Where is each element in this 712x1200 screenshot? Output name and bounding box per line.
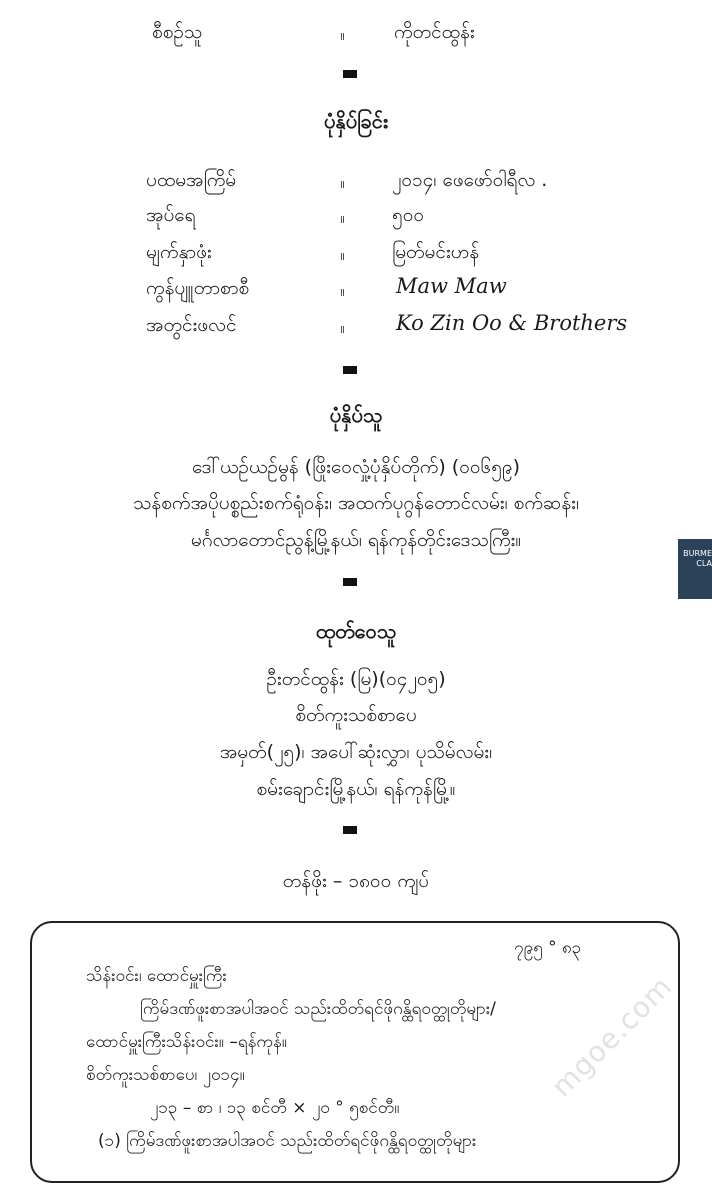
catalog-line: စိတ်ကူးသစ်စာပေ၊ ၂၀၁၄။ — [86, 1065, 245, 1085]
printing-row-label: အတွင်းဖလင် — [146, 314, 237, 336]
publisher-heading: ထုတ်ဝေသူ — [315, 619, 397, 643]
printing-row-label: ပထမအကြိမ် — [146, 169, 237, 191]
editor-label: စီစဉ်သူ — [152, 21, 203, 43]
publisher-line: စမ်းချောင်းမြို့နယ်၊ ရန်ကုန်မြို့။ — [256, 778, 456, 800]
publisher-line: အမှတ်(၂၅)၊ အပေါ်ဆုံးလွှာ၊ ပုသိမ်လမ်း၊ — [219, 741, 493, 763]
printing-row-value: Ko Zin Oo & Brothers — [396, 311, 628, 335]
printer-heading: ပုံနှိပ်သူ — [329, 403, 383, 427]
catalog-line: ၂၁၃ – စာ ၊ ၁၃ စင်တီ × ၂၀ ° ၅စင်တီ။ — [150, 1098, 400, 1118]
printing-row-separator: ။ — [340, 209, 345, 227]
price-text: တန်ဖိုး – ၁၈၀၀ ကျပ် — [282, 870, 430, 892]
printing-row-label: အုပ်ရေ — [146, 204, 196, 226]
watermark-text: mgoe.com — [545, 969, 679, 1104]
printer-line: မင်္ဂလာတောင်ညွန့်မြို့နယ်၊ ရန်ကုန်တိုင်းဒေသကြီး။ — [190, 529, 522, 551]
printing-row-value: မြတ်မင်းဟန် — [392, 241, 480, 263]
divider-mark — [343, 826, 357, 834]
printing-row-separator: ။ — [340, 174, 345, 192]
printing-row-separator: ။ — [340, 282, 345, 300]
editor-separator: ။ — [340, 26, 345, 44]
catalog-line: သိန်းဝင်း၊ ထောင်မှူးကြီး — [86, 966, 227, 986]
printing-row-label: ကွန်ပျူတာစာစီ — [146, 277, 250, 299]
divider-mark — [343, 70, 357, 78]
side-tab-line: CLA — [696, 559, 712, 568]
catalog-line: (၁) ကြိမ်ဒဏ်ဖူးစာအပါအဝင် သည်းထိတ်ရင်ဖိုဂန္ထိရဝတ္ထုတိုများ — [98, 1131, 477, 1151]
catalog-code: ၇၉၅ ° ၈၃ — [514, 938, 582, 958]
printer-line: သန်စက်အပိုပစ္စည်းစက်ရုံဝန်း၊ အထက်ပုဂွန်တောင်လမ်း၊ စက်ဆန်း၊ — [133, 492, 579, 514]
divider-mark — [343, 366, 357, 374]
printing-row-label: မျက်နှာဖုံး — [146, 241, 212, 263]
printing-heading: ပုံနှိပ်ခြင်း — [324, 109, 388, 133]
printing-row-value: Maw Maw — [396, 274, 507, 298]
editor-value: ကိုတင်ထွန်း — [394, 21, 475, 43]
printing-row-value: ၂၀၁၄၊ ဖေဖော်ဝါရီလ . — [392, 169, 548, 191]
divider-mark — [343, 578, 357, 586]
printing-row-separator: ။ — [340, 319, 345, 337]
publisher-line: ဦးတင်ထွန်း (မြ)(၀၄၂၀၅) — [266, 668, 446, 690]
printing-row-value: ၅၀၀ — [392, 204, 425, 226]
catalog-line: ကြိမ်ဒဏ်ဖူးစာအပါအဝင် သည်းထိတ်ရင်ဖိုဂန္ထိရဝတ္ထုတိုများ/ — [140, 999, 496, 1019]
publisher-line: စိတ်ကူးသစ်စာပေ — [295, 704, 417, 726]
printer-line: ဒေါ်ယဉ်ယဉ်မွန် (ဖြိုးဝေလှုံ့ပုံနှိပ်တိုက်) (၀၀၆၅၉) — [191, 456, 521, 478]
side-tab-line: BURME — [683, 549, 712, 558]
printing-row-separator: ။ — [340, 246, 345, 264]
side-tab[interactable] — [678, 539, 712, 599]
catalog-line: ထောင်မှူးကြီးသိန်းဝင်း။ –ရန်ကုန်။ — [86, 1032, 287, 1052]
